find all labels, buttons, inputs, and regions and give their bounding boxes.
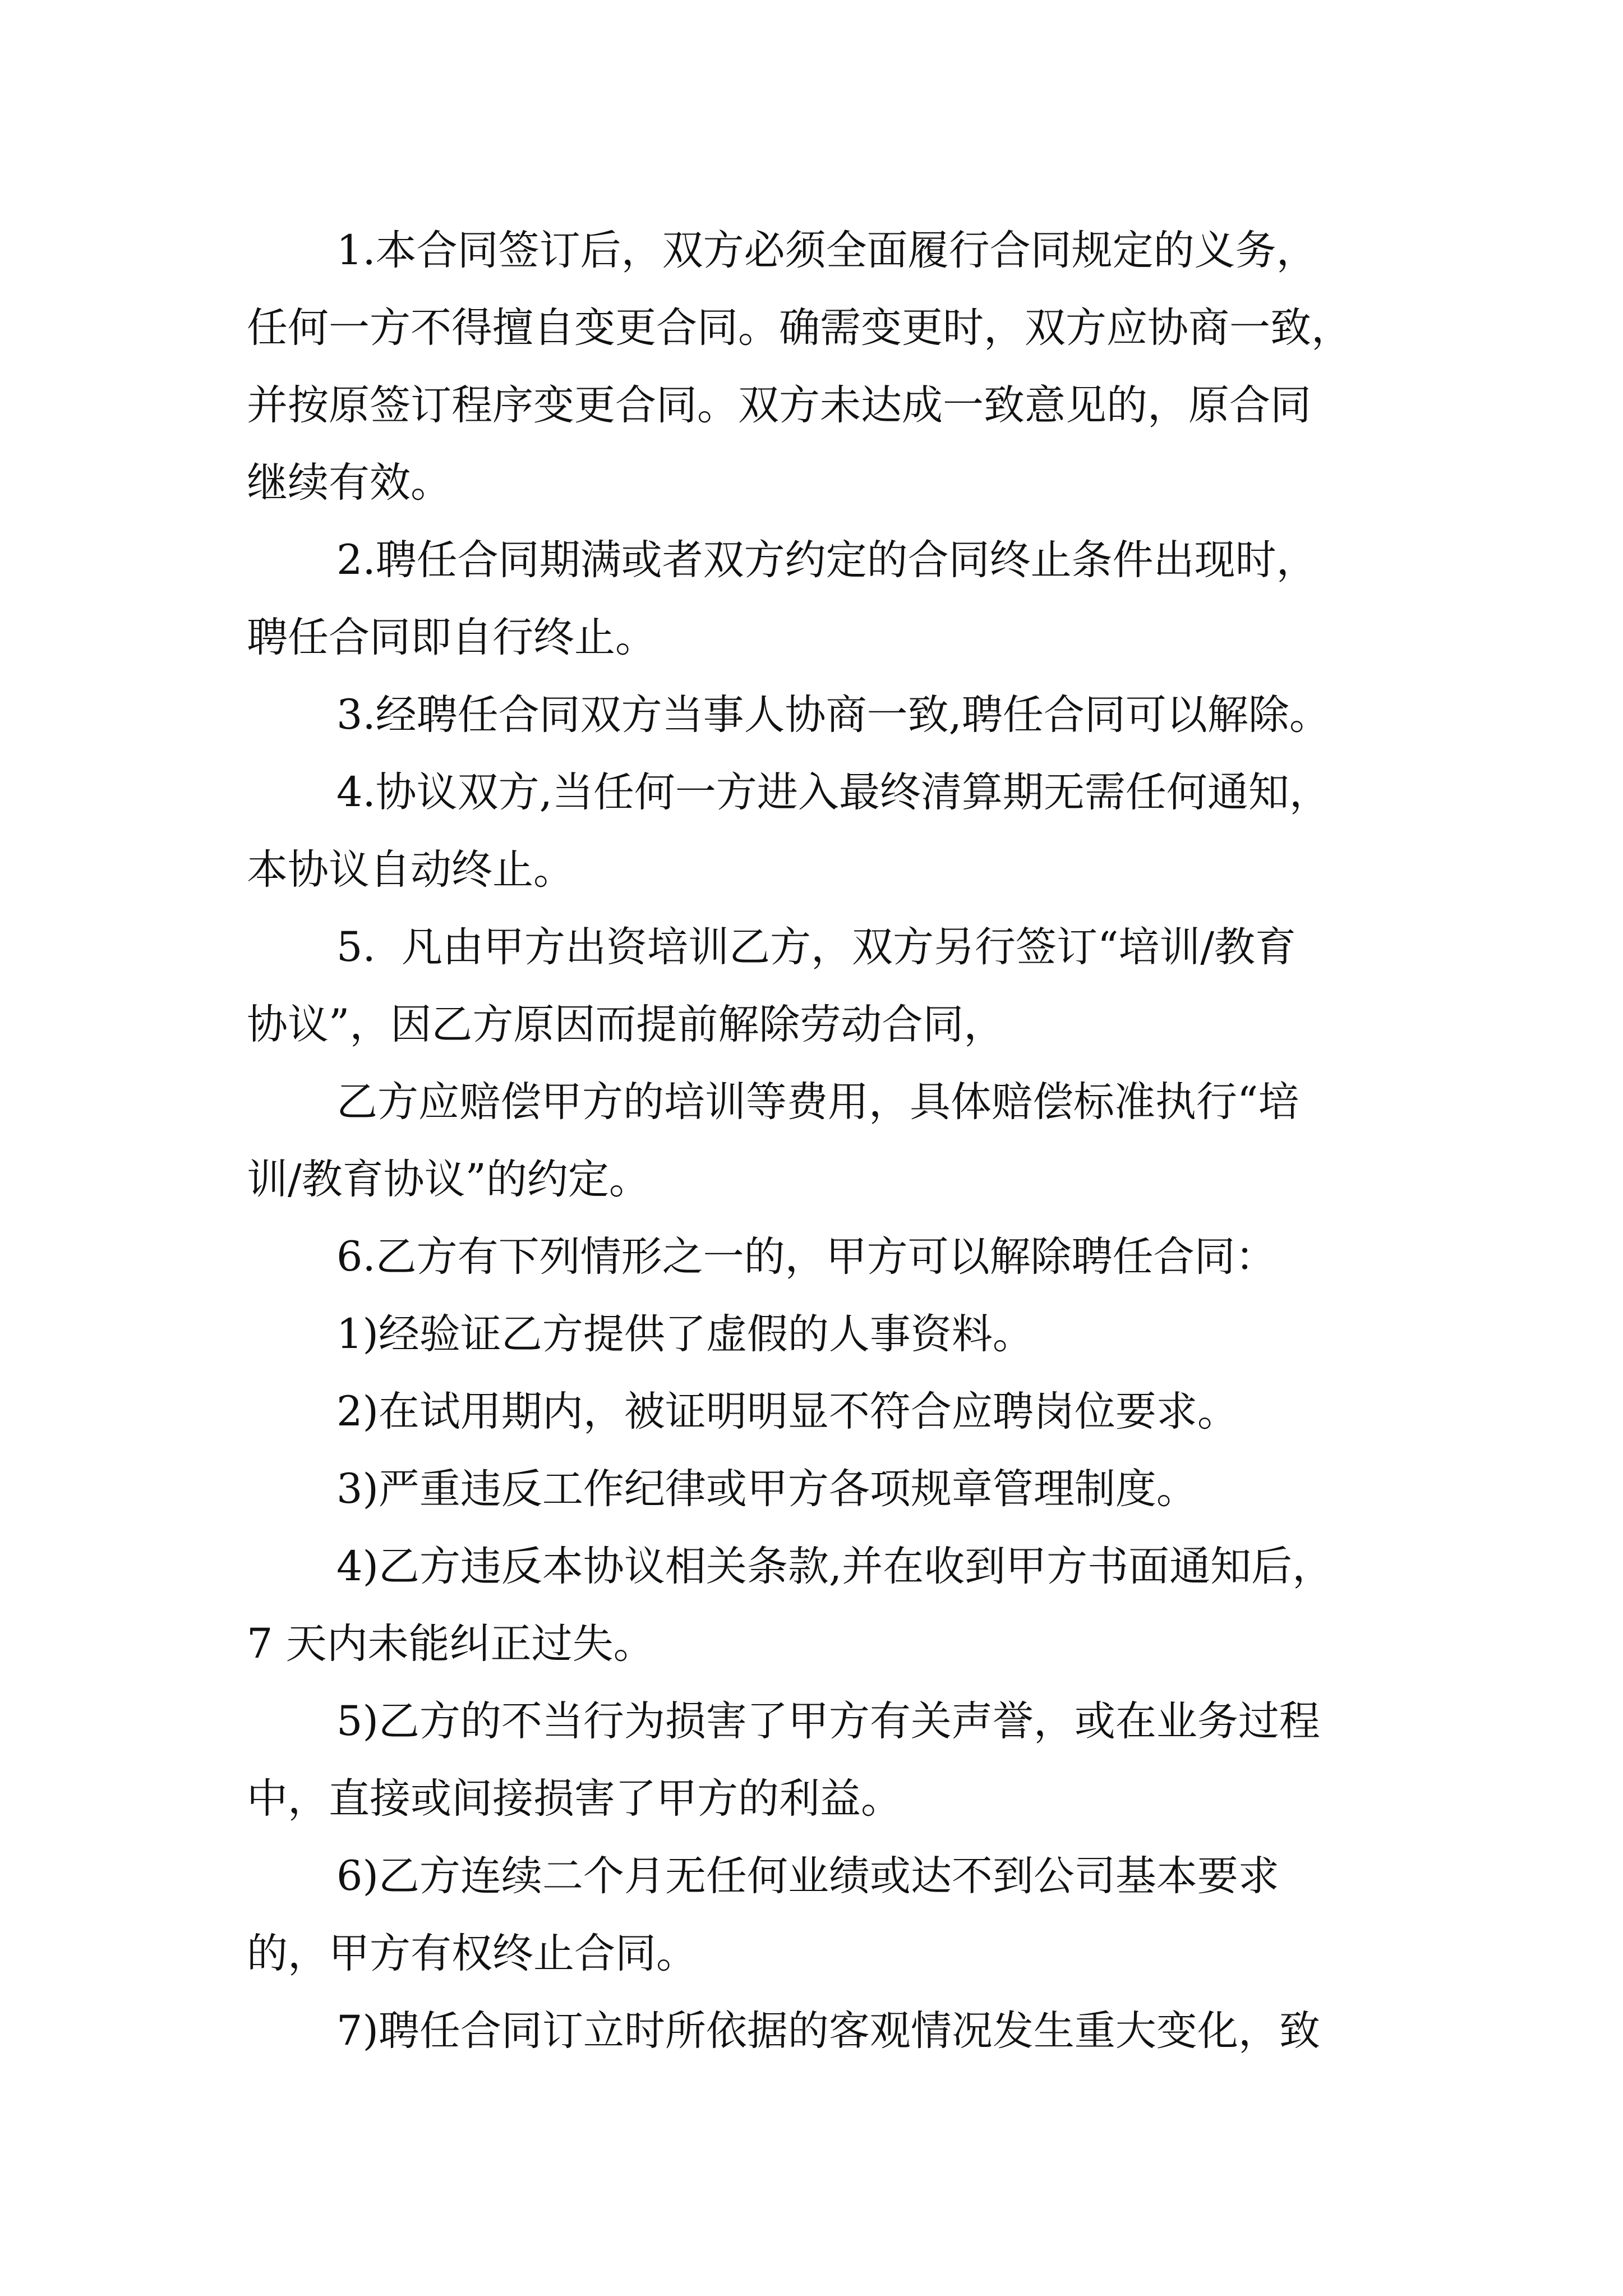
clause-1-line-4: 继续有效。 [247,459,451,507]
clause-4-line-2: 本协议自动终止。 [247,846,574,894]
clause-5-line-4: 训/教育协议”的约定。 [247,1156,650,1203]
clause-6-item-5-line-1: 5)乙方的不当行为损害了甲方有关声誉，或在业务过程 [336,1697,1320,1745]
clause-6-item-6-line-1: 6)乙方连续二个月无任何业绩或达不到公司基本要求 [336,1852,1279,1900]
clause-1-line-3: 并按原签订程序变更合同。双方未达成一致意见的，原合同 [247,381,1311,429]
clause-1-line-1: 1.本合同签订后，双方必须全面履行合同规定的义务， [336,227,1317,274]
clause-5-line-1: 5. 凡由甲方出资培训乙方，双方另行签订“培训/教育 [336,923,1296,971]
clause-3-line-1: 3.经聘任合同双方当事人协商一致,聘任合同可以解除。 [336,691,1330,739]
clause-5-line-3: 乙方应赔偿甲方的培训等费用，具体赔偿标准执行“培 [336,1078,1299,1126]
clause-6-line-1: 6.乙方有下列情形之一的，甲方可以解除聘任合同： [336,1233,1276,1281]
clause-6-item-7-line-1: 7)聘任合同订立时所依据的客观情况发生重大变化，致 [336,2007,1320,2055]
clause-6-item-4-line-1: 4)乙方违反本协议相关条款,并在收到甲方书面通知后， [336,1543,1334,1590]
clause-6-item-1: 1)经验证乙方提供了虚假的人事资料。 [336,1310,1034,1358]
clause-2-line-1: 2.聘任合同期满或者双方约定的合同终止条件出现时， [336,536,1317,584]
clause-1-line-2: 任何一方不得擅自变更合同。确需变更时，双方应协商一致， [247,304,1352,352]
clause-2-line-2: 聘任合同即自行终止。 [247,614,656,661]
clause-6-item-6-line-2: 的，甲方有权终止合同。 [247,1930,697,1977]
clause-6-item-5-line-2: 中，直接或间接损害了甲方的利益。 [247,1775,902,1823]
clause-5-line-2: 协议”，因乙方原因而提前解除劳动合同， [247,1001,1005,1048]
clause-6-item-4-line-2: 7 天内未能纠正过失。 [247,1620,654,1668]
clause-6-item-2: 2)在试用期内，被证明明显不符合应聘岗位要求。 [336,1388,1238,1435]
clause-6-item-3: 3)严重违反工作纪律或甲方各项规章管理制度。 [336,1465,1197,1513]
clause-4-line-1: 4.协议双方,当任何一方进入最终清算期无需任何通知， [336,769,1330,816]
